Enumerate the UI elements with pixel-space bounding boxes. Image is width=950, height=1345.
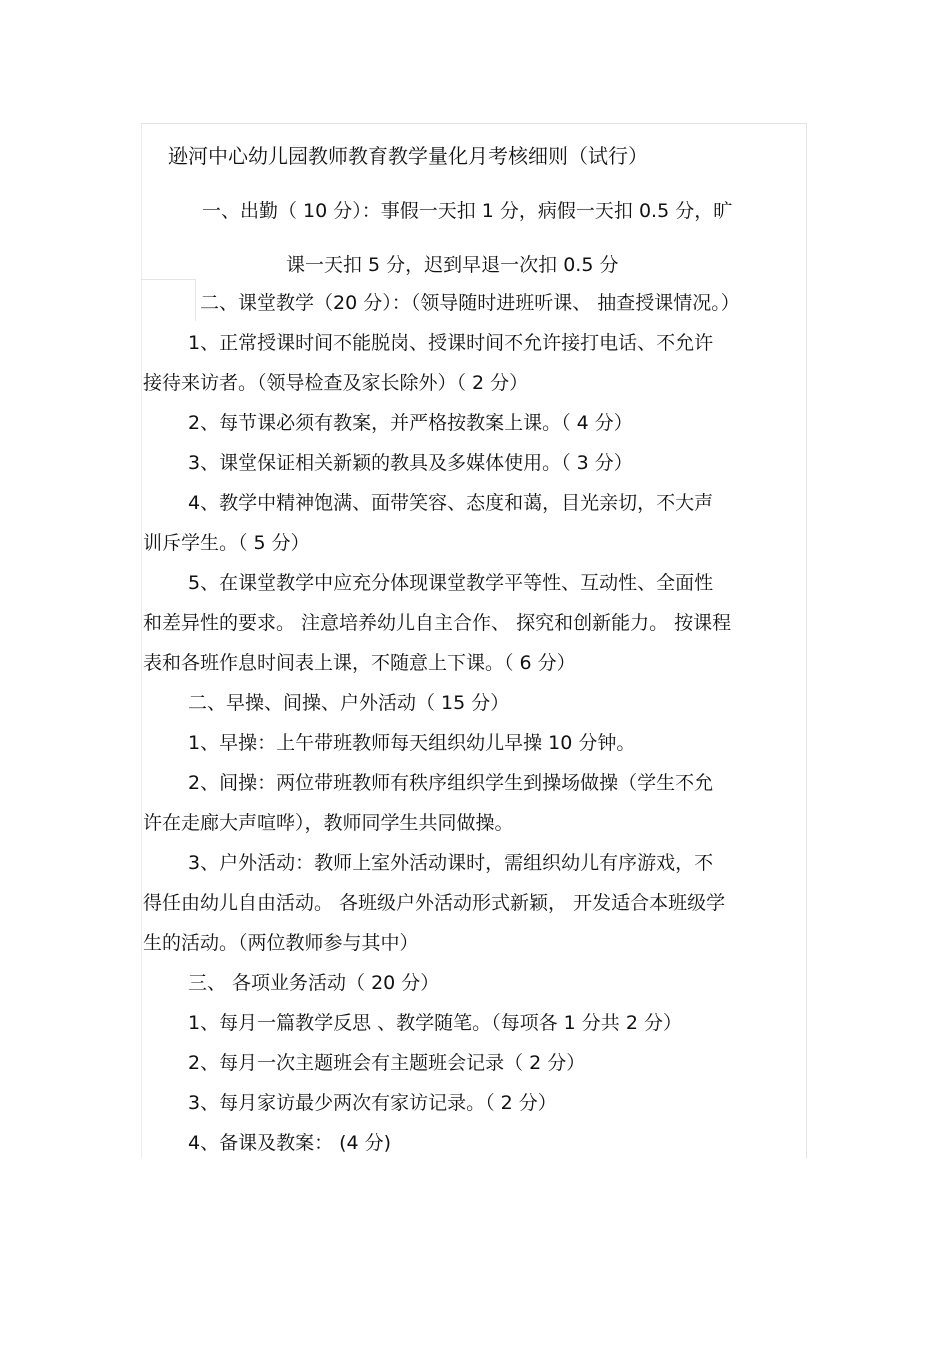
paragraph-line: 和差异性的要求。 注意培养幼儿自主合作、 探究和创新能力。 按课程 xyxy=(143,612,732,634)
list-item: 5、在课堂教学中应充分体现课堂教学平等性、互动性、全面性 xyxy=(188,572,714,594)
section-professional-activities: 三、 各项业务活动（ 20 分） xyxy=(188,972,440,994)
section-exercises: 二、早操、间操、户外活动（ 15 分） xyxy=(188,692,510,714)
list-item: 1、正常授课时间不能脱岗、授课时间不允许接打电话、不允许 xyxy=(188,332,714,354)
paragraph-line: 表和各班作息时间表上课，不随意上下课。（ 6 分） xyxy=(143,652,576,674)
section-classroom-teaching: 二、课堂教学（20 分）：（领导随时进班听课、 抽查授课情况。） xyxy=(200,292,740,314)
paragraph-line: 训斥学生。（ 5 分） xyxy=(143,532,310,554)
list-item: 4、教学中精神饱满、面带笑容、态度和蔼，目光亲切，不大声 xyxy=(188,492,714,514)
list-item: 4、备课及教案： (4 分) xyxy=(188,1132,392,1154)
paragraph-line: 课一天扣 5 分，迟到早退一次扣 0.5 分 xyxy=(286,254,619,276)
page-frame xyxy=(141,123,807,1158)
list-item: 1、每月一篇教学反思 、教学随笔。（每项各 1 分共 2 分） xyxy=(188,1012,682,1034)
page-frame-notch xyxy=(141,279,196,321)
list-item: 3、每月家访最少两次有家访记录。（ 2 分） xyxy=(188,1092,557,1114)
list-item: 3、户外活动：教师上室外活动课时，需组织幼儿有序游戏，不 xyxy=(188,852,714,874)
section-attendance: 一、出勤（ 10 分）：事假一天扣 1 分，病假一天扣 0.5 分，旷 xyxy=(202,200,733,222)
list-item: 3、课堂保证相关新颖的教具及多媒体使用。（ 3 分） xyxy=(188,452,633,474)
list-item: 2、间操：两位带班教师有秩序组织学生到操场做操（学生不允 xyxy=(188,772,714,794)
list-item: 1、早操：上午带班教师每天组织幼儿早操 10 分钟。 xyxy=(188,732,636,754)
list-item: 2、每月一次主题班会有主题班会记录（ 2 分） xyxy=(188,1052,586,1074)
paragraph-line: 得任由幼儿自由活动。 各班级户外活动形式新颖， 开发适合本班级学 xyxy=(143,892,726,914)
list-item: 2、每节课必须有教案，并严格按教案上课。（ 4 分） xyxy=(188,412,633,434)
paragraph-line: 许在走廊大声喧哗），教师同学生共同做操。 xyxy=(143,812,514,834)
paragraph-line: 生的活动。（两位教师参与其中） xyxy=(143,932,419,954)
document-title: 逊河中心幼儿园教师教育教学量化月考核细则（试行） xyxy=(168,144,648,168)
paragraph-line: 接待来访者。（领导检查及家长除外）（ 2 分） xyxy=(143,372,529,394)
